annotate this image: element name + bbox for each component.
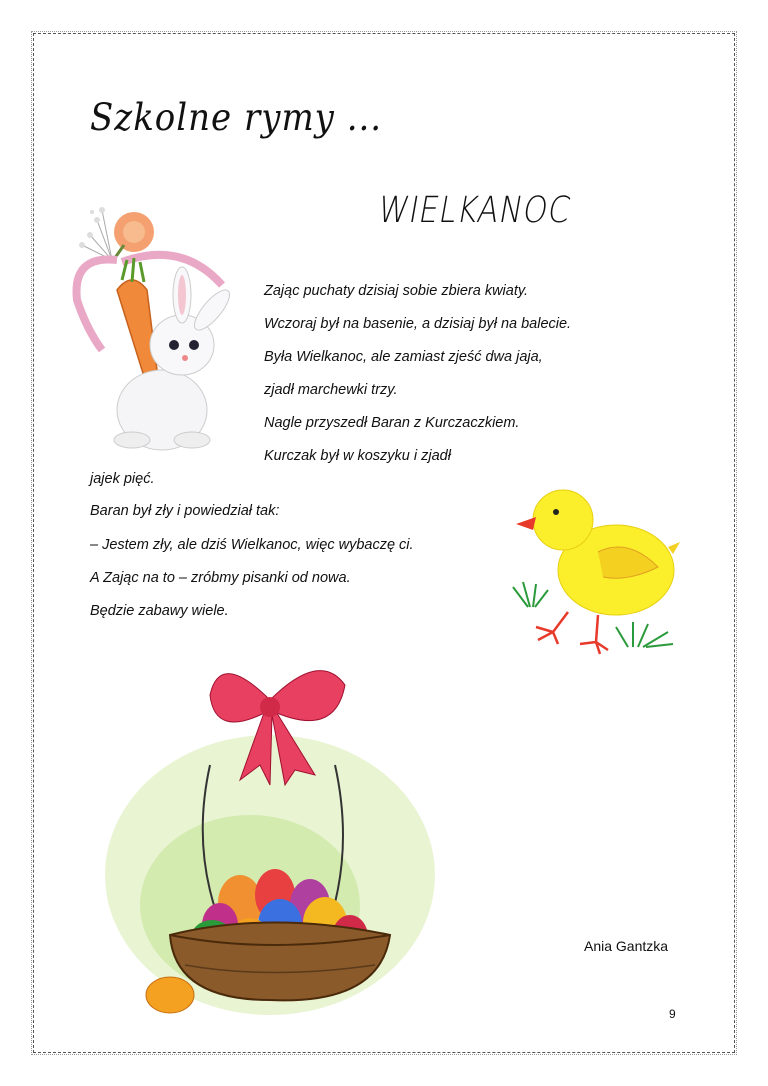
poem-line: – Jestem zły, ale dziś Wielkanoc, więc wybaczę ci. <box>90 537 414 553</box>
poem-line: jajek pięć. <box>90 471 155 487</box>
poem-line: Zając puchaty dzisiaj sobie zbiera kwiaty. <box>264 283 529 299</box>
poem-line: Kurczak był w koszyku i zjadł <box>264 448 451 464</box>
author-signature: Ania Gantzka <box>584 938 669 954</box>
poem-line: Będzie zabawy wiele. <box>90 603 229 619</box>
poem-line: Baran był zły i powiedział tak: <box>90 503 280 519</box>
poem-title: WIELKANOC <box>374 190 575 231</box>
page-number: 9 <box>669 1007 676 1021</box>
poem-line: Nagle przyszedł Baran z Kurczaczkiem. <box>264 415 520 431</box>
poem-line: A Zając na to – zróbmy pisanki od nowa. <box>90 570 351 586</box>
bunny-carrot-illustration <box>62 200 252 460</box>
poem-line: Wczoraj był na basenie, a dzisiaj był na balecie. <box>264 316 572 332</box>
poem-line: zjadł marchewki trzy. <box>264 382 398 398</box>
chick-illustration <box>508 482 688 662</box>
easter-basket-illustration <box>100 655 440 1025</box>
page-header: Szkolne rymy ... <box>90 96 383 140</box>
poem-line: Była Wielkanoc, ale zamiast zjeść dwa jaja, <box>264 349 543 365</box>
